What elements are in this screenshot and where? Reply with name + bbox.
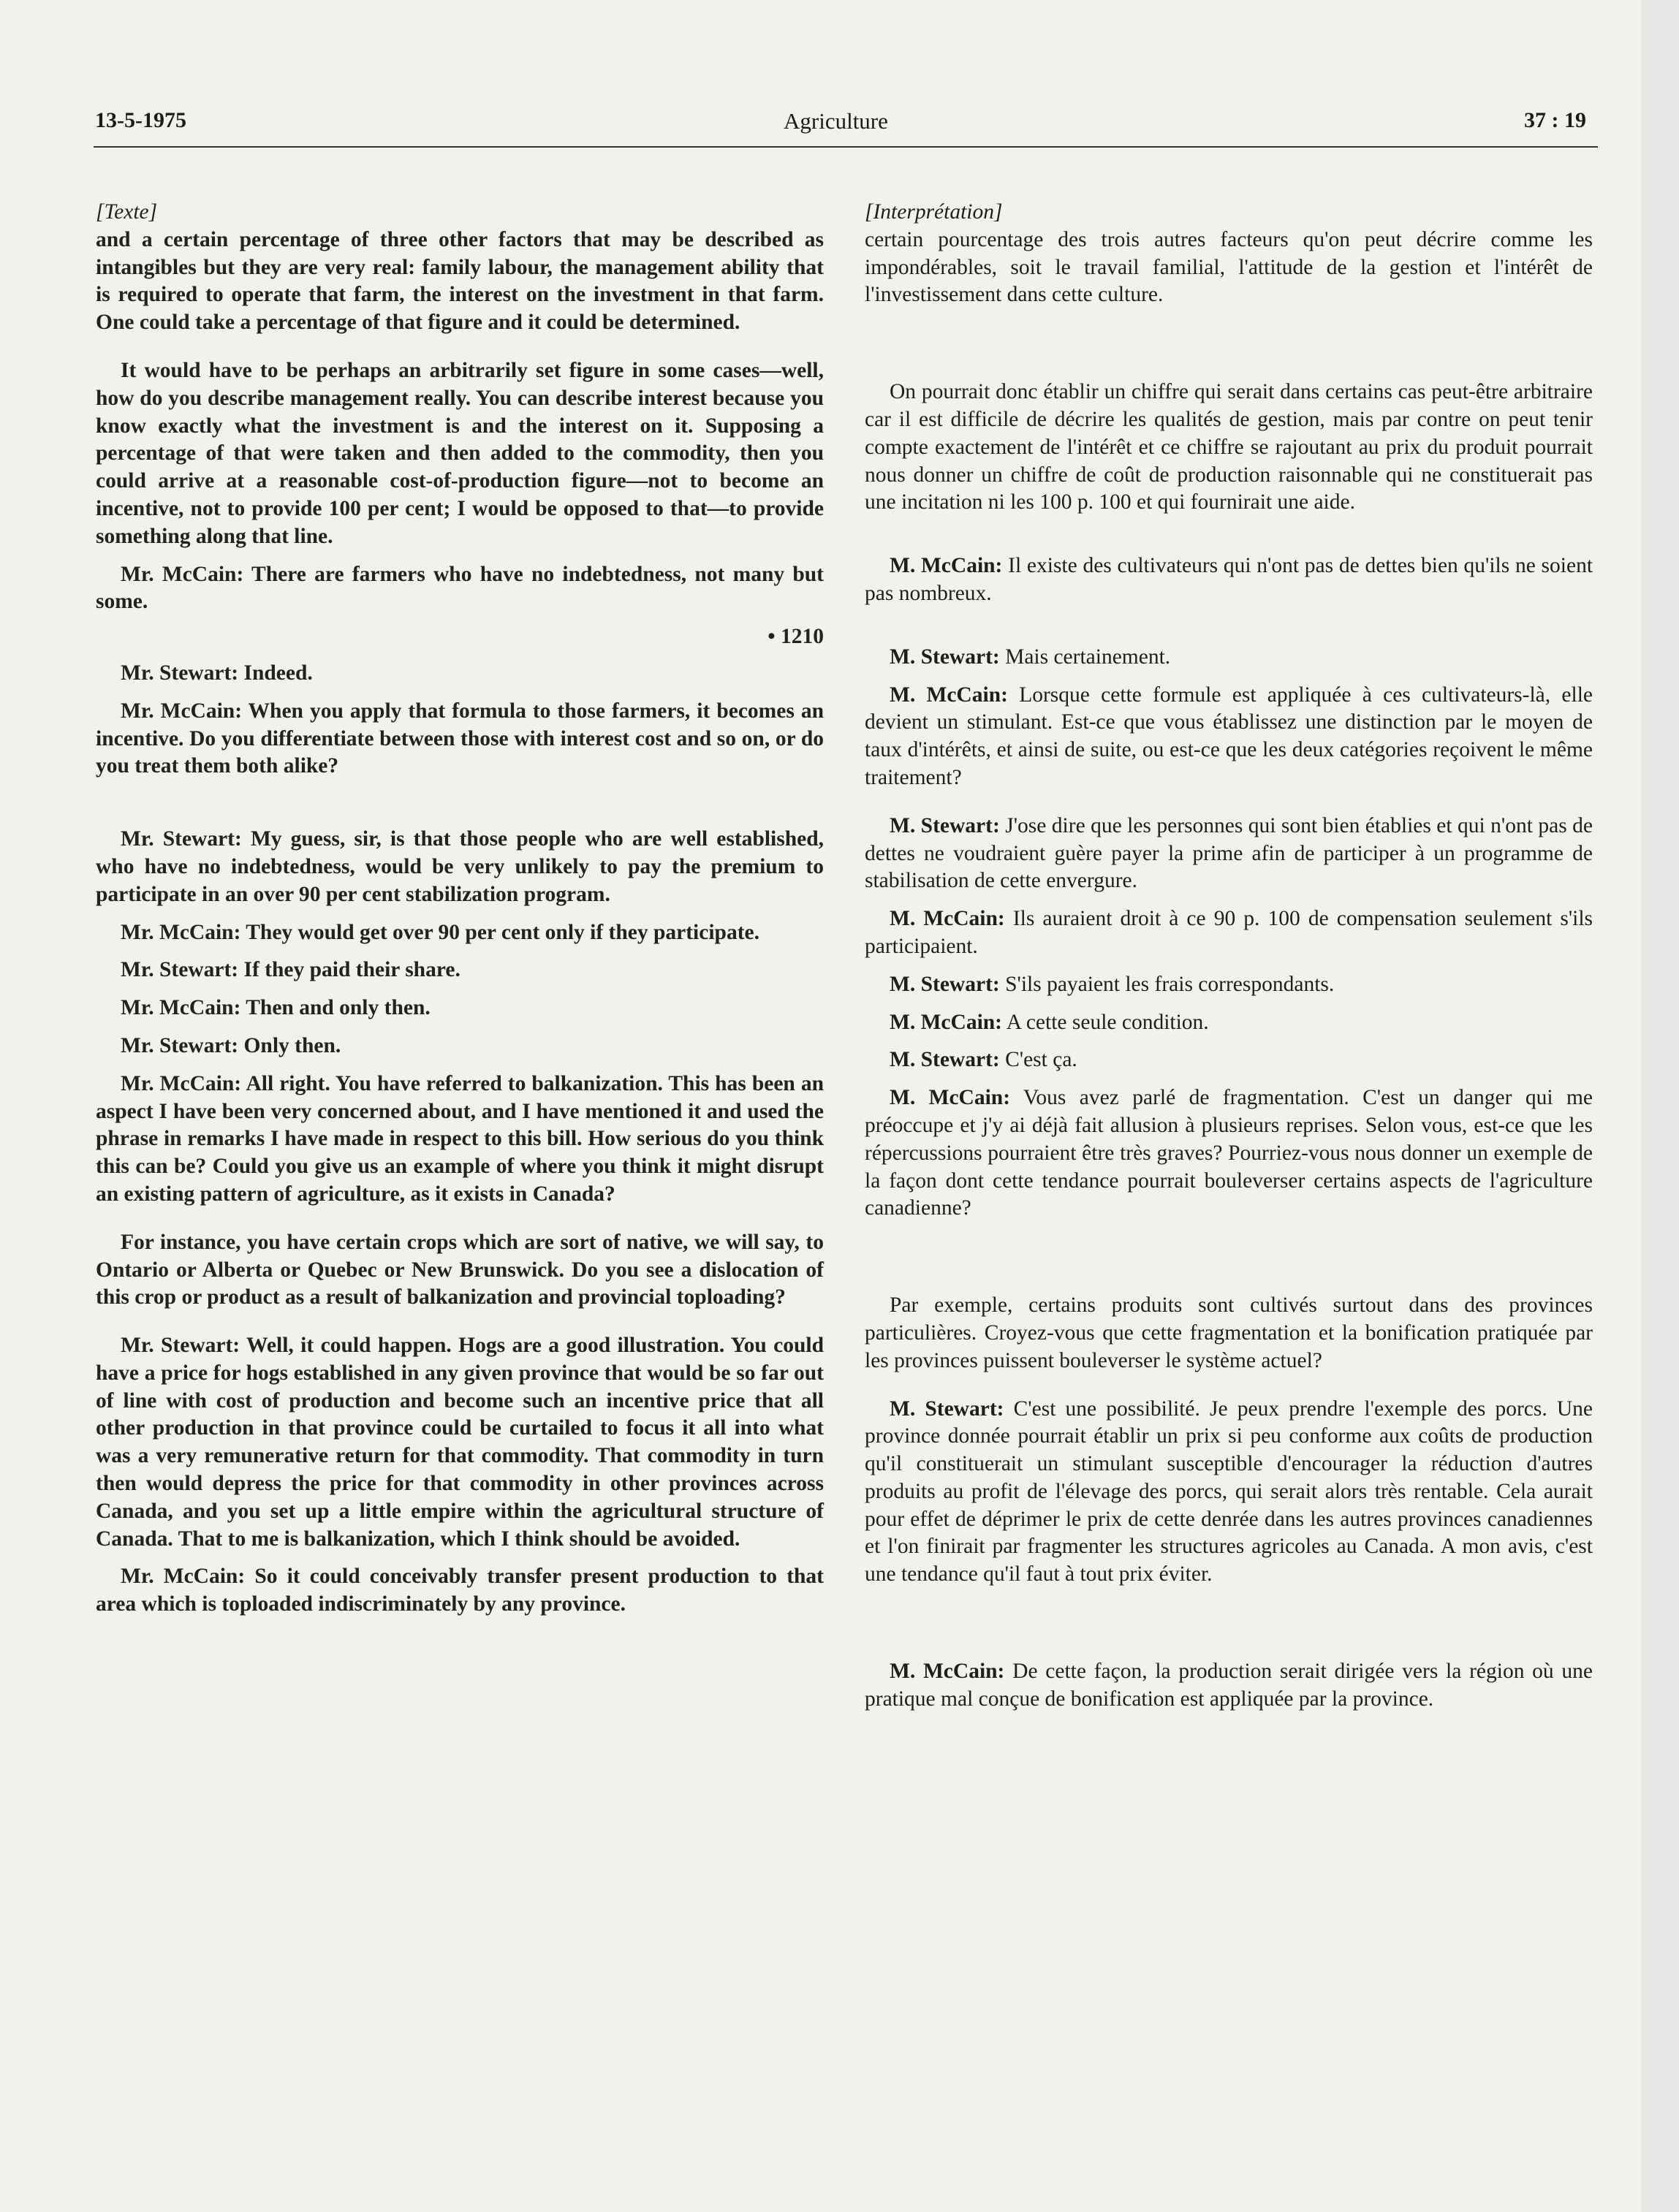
paragraph: Mr. McCain: All right. You have referred to balkanization. This has been an aspect I have been very concerned about, and I have mentioned it and used the phrase in remarks I have made in respect to this bill. How serious do you think this can be? Could you give us an example of where you think it might disrupt an existing pattern of agriculture, as it exists in Canada? xyxy=(96,1071,825,1206)
paragraph: M. Stewart: S'ils payaient les frais correspondants. xyxy=(890,972,1335,996)
paragraph: M. Stewart: C'est une possibilité. Je peux prendre l'exemple des porcs. Une province donnée pourrait établir un prix si peu conforme aux coûts de production qu'il constituerait un stimulant susceptible d'encourager la réduction d'autres produits au profit de l'élevage des porcs, qui serait alors très rentable. Cela aurait pour effet de déprimer le prix de cette denrée dans les autres provinces canadiennes et l'on finirait par fragmenter les structures agricoles au Canada. A mon avis, c'est une tendance qu'il faut à tout prix éviter. xyxy=(865,1396,1593,1586)
language-tag-french: [Interprétation] xyxy=(865,200,1003,224)
paragraph: It would have to be perhaps an arbitrarily set figure in some cases—well, how do you describe management really. You can describe interest because you know exactly what the investment is and the interest on it. Supposing a percentage of that were taken and then added to the commodity, then you could arrive at a reasonable cost-of-production figure—not to become an incentive, not to provide 100 per cent; I would be opposed to that—to provide something along that line. xyxy=(96,358,824,548)
paragraph: Par exemple, certains produits sont cultivés surtout dans des provinces particulières. Croyez-vous que cette fragmentation et la bonification pratiquée par les provinces puissent bouleverser le système actuel? xyxy=(865,1293,1593,1372)
paragraph: Mr. McCain: They would get over 90 per cent only if they participate. xyxy=(121,920,759,944)
paragraph: Mr. Stewart: My guess, sir, is that those people who are well established, who have no indebtedness, would be very unlikely to pay the premium to participate in an over 90 per cent stabilization program. xyxy=(96,827,824,906)
paragraph: certain pourcentage des trois autres facteurs qu'on peut décrire comme les impondérables, soit le travail familial, l'attitude de la gestion et l'intérêt de l'investissement dans cette culture. xyxy=(865,227,1593,307)
paragraph: and a certain percentage of three other factors that may be described as intangibles but they are very real: family labour, the management ability that is required to operate that farm, the interest on the investment in that farm. One could take a percentage of that figure and it could be determined. xyxy=(96,227,824,335)
paragraph: On pourrait donc établir un chiffre qui serait dans certains cas peut-être arbitraire car il est difficile de décrire les qualités de gestion, mais par contre on peut tenir compte exactement de l'intérêt et ce chiffre se rajoutant au prix du produit pourrait nous donner un chiffre de coût de production raisonnable qui ne constituerait pas une incitation ni les 100 p. 100 et qui fournirait une aide. xyxy=(865,380,1593,514)
header-date: 13-5-1975 xyxy=(95,108,186,132)
paragraph: M. McCain: Il existe des cultivateurs qui n'ont pas de dettes bien qu'ils ne soient pas nombreux. xyxy=(865,554,1593,605)
paragraph: M. Stewart: C'est ça. xyxy=(890,1048,1077,1072)
french-column xyxy=(865,199,1593,1714)
language-tag-english: [Texte] xyxy=(96,200,158,224)
header-rule xyxy=(94,146,1598,148)
paragraph: Mr. McCain: So it could conceivably transfer present production to that area which is toploaded indiscriminately by any province. xyxy=(96,1565,825,1616)
paragraph: Mr. Stewart: Well, it could happen. Hogs are a good illustration. You could have a price for hogs established in any given province that would be so far out of line with cost of production and become such an incentive price that all other production in that province could be curtailed to focus it all into what was a very remunerative return for that commodity. That commodity in turn then would depress the price for that commodity in other provinces across Canada, and you set up a little empire within the agricultural structure of Canada. That to me is balkanization, which I think should be avoided. xyxy=(96,1334,824,1551)
page-edge xyxy=(1641,0,1679,2212)
header-page-number: 37 : 19 xyxy=(1524,108,1586,132)
paragraph: Mr. Stewart: If they paid their share. xyxy=(121,958,461,982)
english-column xyxy=(96,199,824,1619)
paragraph: Mr. McCain: When you apply that formula to those farmers, it becomes an incentive. Do you differentiate between those with interest cost and so on, or do you treat them both alike? xyxy=(96,699,824,778)
paragraph: For instance, you have certain crops which are sort of native, we will say, to Ontario or Alberta or Quebec or New Brunswick. Do you see a dislocation of this crop or product as a result of balkanization and provincial toploading? xyxy=(96,1230,824,1310)
paragraph: M. McCain: Ils auraient droit à ce 90 p. 100 de compensation seulement s'ils participaient. xyxy=(865,907,1593,958)
paragraph: M. McCain: Vous avez parlé de fragmentation. C'est un danger qui me préoccupe et j'y ai déjà fait allusion à plusieurs reprises. Selon vous, est-ce que les répercussions pourraient être très graves? Pourriez-vous nous donner un exemple de la façon dont cette tendance pourrait bouleverser certains aspects de l'agriculture canadienne? xyxy=(865,1086,1593,1220)
timestamp-marker: • 1210 xyxy=(768,625,824,649)
paragraph: Mr. Stewart: Indeed. xyxy=(121,661,313,685)
paragraph: Mr. McCain: Then and only then. xyxy=(121,996,431,1020)
paragraph: M. McCain: A cette seule condition. xyxy=(890,1010,1209,1034)
header-title: Agriculture xyxy=(784,108,888,134)
paragraph: M. Stewart: J'ose dire que les personnes qui sont bien établies et qui n'ont pas de dettes ne voudraient guère payer la prime afin de participer à un programme de stabilisation de cette envergure. xyxy=(865,813,1593,893)
paragraph: M. Stewart: Mais certainement. xyxy=(890,645,1171,669)
paragraph: Mr. McCain: There are farmers who have no indebtedness, not many but some. xyxy=(96,562,825,614)
paragraph: M. McCain: Lorsque cette formule est appliquée à ces cultivateurs-là, elle devient un stimulant. Est-ce que vous établissez une distinction par le moyen de taux d'intérêts, et ainsi de suite, ou est-ce que les deux catégories reçoivent le même traitement? xyxy=(865,683,1593,789)
paragraph: M. McCain: De cette façon, la production serait dirigée vers la région où une pratique mal conçue de bonification est appliquée par la province. xyxy=(865,1660,1593,1711)
paragraph: Mr. Stewart: Only then. xyxy=(121,1033,341,1057)
